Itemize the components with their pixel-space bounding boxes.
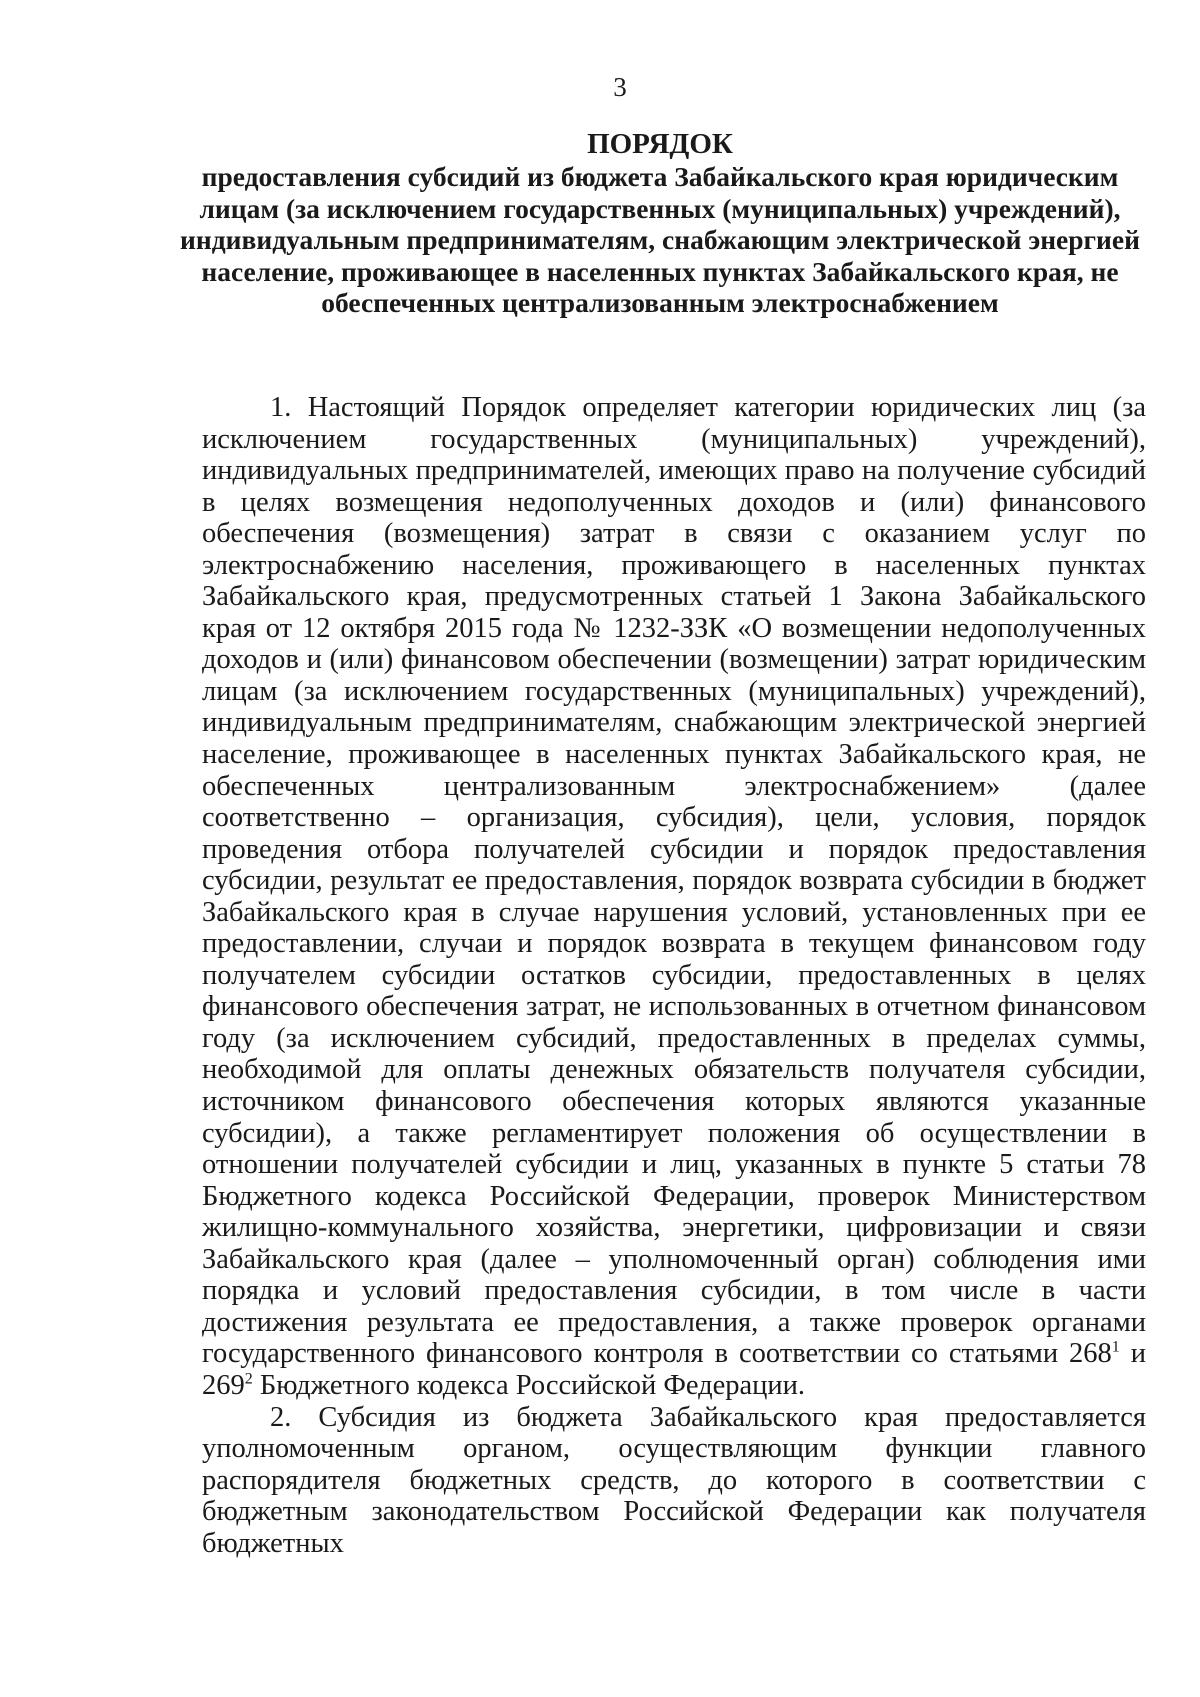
- document-body: [202, 392, 1146, 1559]
- paragraph-1-text-continued: и 269: [202, 1338, 1146, 1401]
- article-268-superscript: 1: [1111, 1338, 1120, 1356]
- paragraph-2: 2. Субсидия из бюджета Забайкальского края предоставляется уполномоченным органом, осуществляющим функции главного распорядителя бюджетных средств, до которого в соответствии с бюджетным законодательством Российской Федерации как получателя бюджетных: [202, 1401, 1146, 1559]
- page-number: 3: [613, 72, 627, 102]
- paragraph-1-text-end: Бюджетного кодекса Российской Федерации.: [252, 1369, 806, 1401]
- article-269-superscript: 2: [244, 1370, 253, 1388]
- document-subtitle: предоставления субсидий из бюджета Забайкальского края юридическим лицам (за исключением государственных (муниципальных) учреждений), индивидуальным предпринимателям, снабжающим электрической энергией население, проживающее в населенных пунктах Забайкальского края, не обеспеченных централизованным электроснабжением: [180, 161, 1140, 318]
- title-block: [180, 127, 1140, 319]
- paragraph-1: [202, 392, 1146, 1402]
- paragraph-1-text: 1. Настоящий Порядок определяет категории юридических лиц (за исключением государственных (муниципальных) учреждений), индивидуальных предпринимателей, имеющих право на получение субсидий в целях возмещения недополученных доходов и (или) финансового обеспечения (возмещения) затрат в связи с оказанием услуг по электроснабжению населения, проживающего в населенных пунктах Забайкальского края, предусмотренных статьей 1 Закона Забайкальского края от 12 октября 2015 года № 1232-ЗЗК «О возмещении недополученных доходов и (или) финансовом обеспечении (возмещении) затрат юридическим лицам (за исключением государственных (муниципальных) учреждений), индивидуальным предпринимателям, снабжающим электрической энергией население, проживающее в населенных пунктах Забайкальского края, не обеспеченных централизованным электроснабжением» (далее соответственно – организация, субсидия), цели, условия, порядок проведения отбора получателей субсидии и порядок предоставления субсидии, результат ее предоставления, порядок возврата субсидии в бюджет Забайкальского края в случае нарушения условий, установленных при ее предоставлении, случаи и порядок возврата в текущем финансовом году получателем субсидии остатков субсидии, предоставленных в целях финансового обеспечения затрат, не использованных в отчетном финансовом году (за исключением субсидий, предоставленных в пределах суммы, необходимой для оплаты денежных обязательств получателя субсидии, источником финансового обеспечения которых являются указанные субсидии), а также регламентирует положения об осуществлении в отношении получателей субсидии и лиц, указанных в пункте 5 статьи 78 Бюджетного кодекса Российской Федерации, проверок Министерством жилищно-коммунального хозяйства, энергетики, цифровизации и связи Забайкальского края (далее – уполномоченный орган) соблюдения ими порядка и условий предоставления субсидии, в том числе в части достижения результата ее предоставления, а также проверок органами государственного финансового контроля в соответствии со статьями 268: [202, 392, 1146, 1370]
- document-title: ПОРЯДОК: [587, 128, 733, 160]
